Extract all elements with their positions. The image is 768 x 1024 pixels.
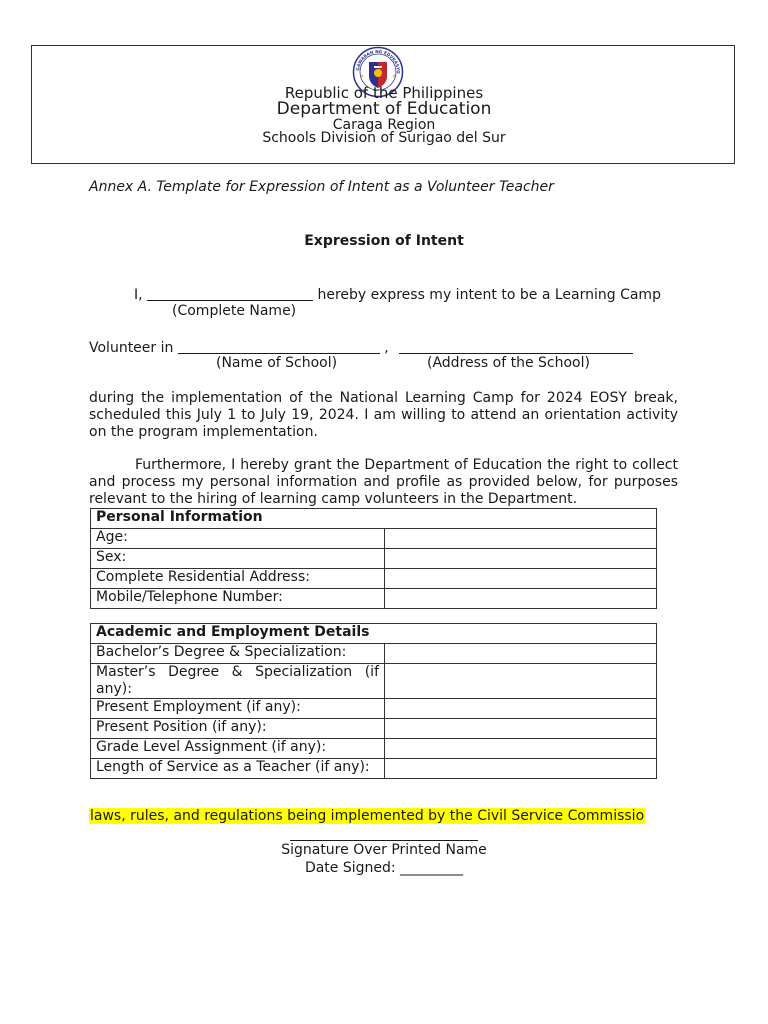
sex-label: Sex: — [91, 549, 385, 569]
seal-text: GAWARAN NG EDUKASYO — [355, 48, 402, 74]
age-field[interactable] — [385, 529, 657, 549]
intent-suffix: hereby express my intent to be a Learning Camp — [317, 287, 661, 303]
academic-employment-table — [90, 623, 657, 779]
compliance-highlight-text: laws, rules, and regulations being implemented by the Civil Service Commissio — [90, 808, 645, 824]
table-header-row — [91, 624, 657, 644]
consent-paragraph — [89, 457, 678, 508]
signature-label: Signature Over Printed Name — [281, 842, 487, 858]
implementation-paragraph — [89, 390, 678, 441]
school-name-caption: (Name of School) — [216, 355, 338, 371]
sex-field[interactable] — [385, 549, 657, 569]
academic-header: Academic and Employment Details — [91, 624, 657, 644]
implementation-line-1: during the implementation of the National Learning Camp for 2024 EOSY break, — [89, 390, 678, 406]
present-position-label: Present Position (if any): — [91, 719, 385, 739]
present-position-field[interactable] — [385, 719, 657, 739]
phone-label: Mobile/Telephone Number: — [91, 589, 385, 609]
table-row — [91, 739, 657, 759]
date-signed-label: Date Signed: _________ — [304, 860, 464, 876]
implementation-line-2: scheduled this July 1 to July 19, 2024. I am willing to attend an orientation activity — [89, 407, 678, 423]
masters-label-line-2: any): — [96, 681, 132, 697]
intent-prefix: I, — [134, 287, 143, 303]
table-row — [91, 644, 657, 664]
age-label: Age: — [91, 529, 385, 549]
table-header-row — [91, 509, 657, 529]
table-row — [91, 589, 657, 609]
table-row — [91, 664, 657, 699]
masters-label-line-1: Master’s Degree & Specialization (if — [96, 664, 379, 680]
length-of-service-field[interactable] — [385, 759, 657, 779]
grade-level-field[interactable] — [385, 739, 657, 759]
volunteer-line — [89, 339, 633, 356]
complete-name-caption: (Complete Name) — [172, 303, 297, 319]
header-republic: Republic of the Philippines — [284, 84, 484, 102]
personal-info-table — [90, 508, 657, 609]
annex-caption: Annex A. Template for Expression of Intent as a Volunteer Teacher — [89, 179, 554, 195]
header-region: Caraga Region — [332, 117, 436, 133]
table-row — [91, 759, 657, 779]
table-row — [91, 569, 657, 589]
school-address-caption: (Address of the School) — [427, 355, 590, 371]
address-field[interactable] — [385, 569, 657, 589]
bachelors-label: Bachelor’s Degree & Specialization: — [91, 644, 385, 664]
intent-line — [134, 286, 661, 303]
phone-field[interactable] — [385, 589, 657, 609]
header-division: Schools Division of Surigao del Sur — [262, 130, 506, 146]
grade-level-label: Grade Level Assignment (if any): — [91, 739, 385, 759]
volunteer-prefix: Volunteer in — [89, 340, 174, 356]
header-department: Department of Education — [276, 99, 492, 119]
table-row — [91, 529, 657, 549]
consent-line-2: and process my personal information and profile as provided below, for purposes — [89, 474, 678, 490]
table-row — [91, 719, 657, 739]
volunteer-separator: , — [384, 340, 389, 356]
present-employment-label: Present Employment (if any): — [91, 699, 385, 719]
implementation-line-3: on the program implementation. — [89, 424, 318, 440]
complete-name-blank[interactable] — [147, 286, 313, 301]
masters-label — [91, 664, 385, 699]
personal-info-header: Personal Information — [91, 509, 657, 529]
bachelors-field[interactable] — [385, 644, 657, 664]
address-label: Complete Residential Address: — [91, 569, 385, 589]
present-employment-field[interactable] — [385, 699, 657, 719]
document-title: Expression of Intent — [304, 233, 464, 249]
length-of-service-label: Length of Service as a Teacher (if any): — [91, 759, 385, 779]
consent-line-1: Furthermore, I hereby grant the Department of Education the right to collect — [135, 457, 678, 473]
school-address-blank[interactable] — [399, 339, 633, 354]
consent-line-3: relevant to the hiring of learning camp volunteers in the Department. — [89, 491, 578, 507]
school-name-blank[interactable] — [178, 339, 380, 354]
table-row — [91, 549, 657, 569]
table-row — [91, 699, 657, 719]
masters-field[interactable] — [385, 664, 657, 699]
signature-line[interactable] — [290, 840, 478, 841]
